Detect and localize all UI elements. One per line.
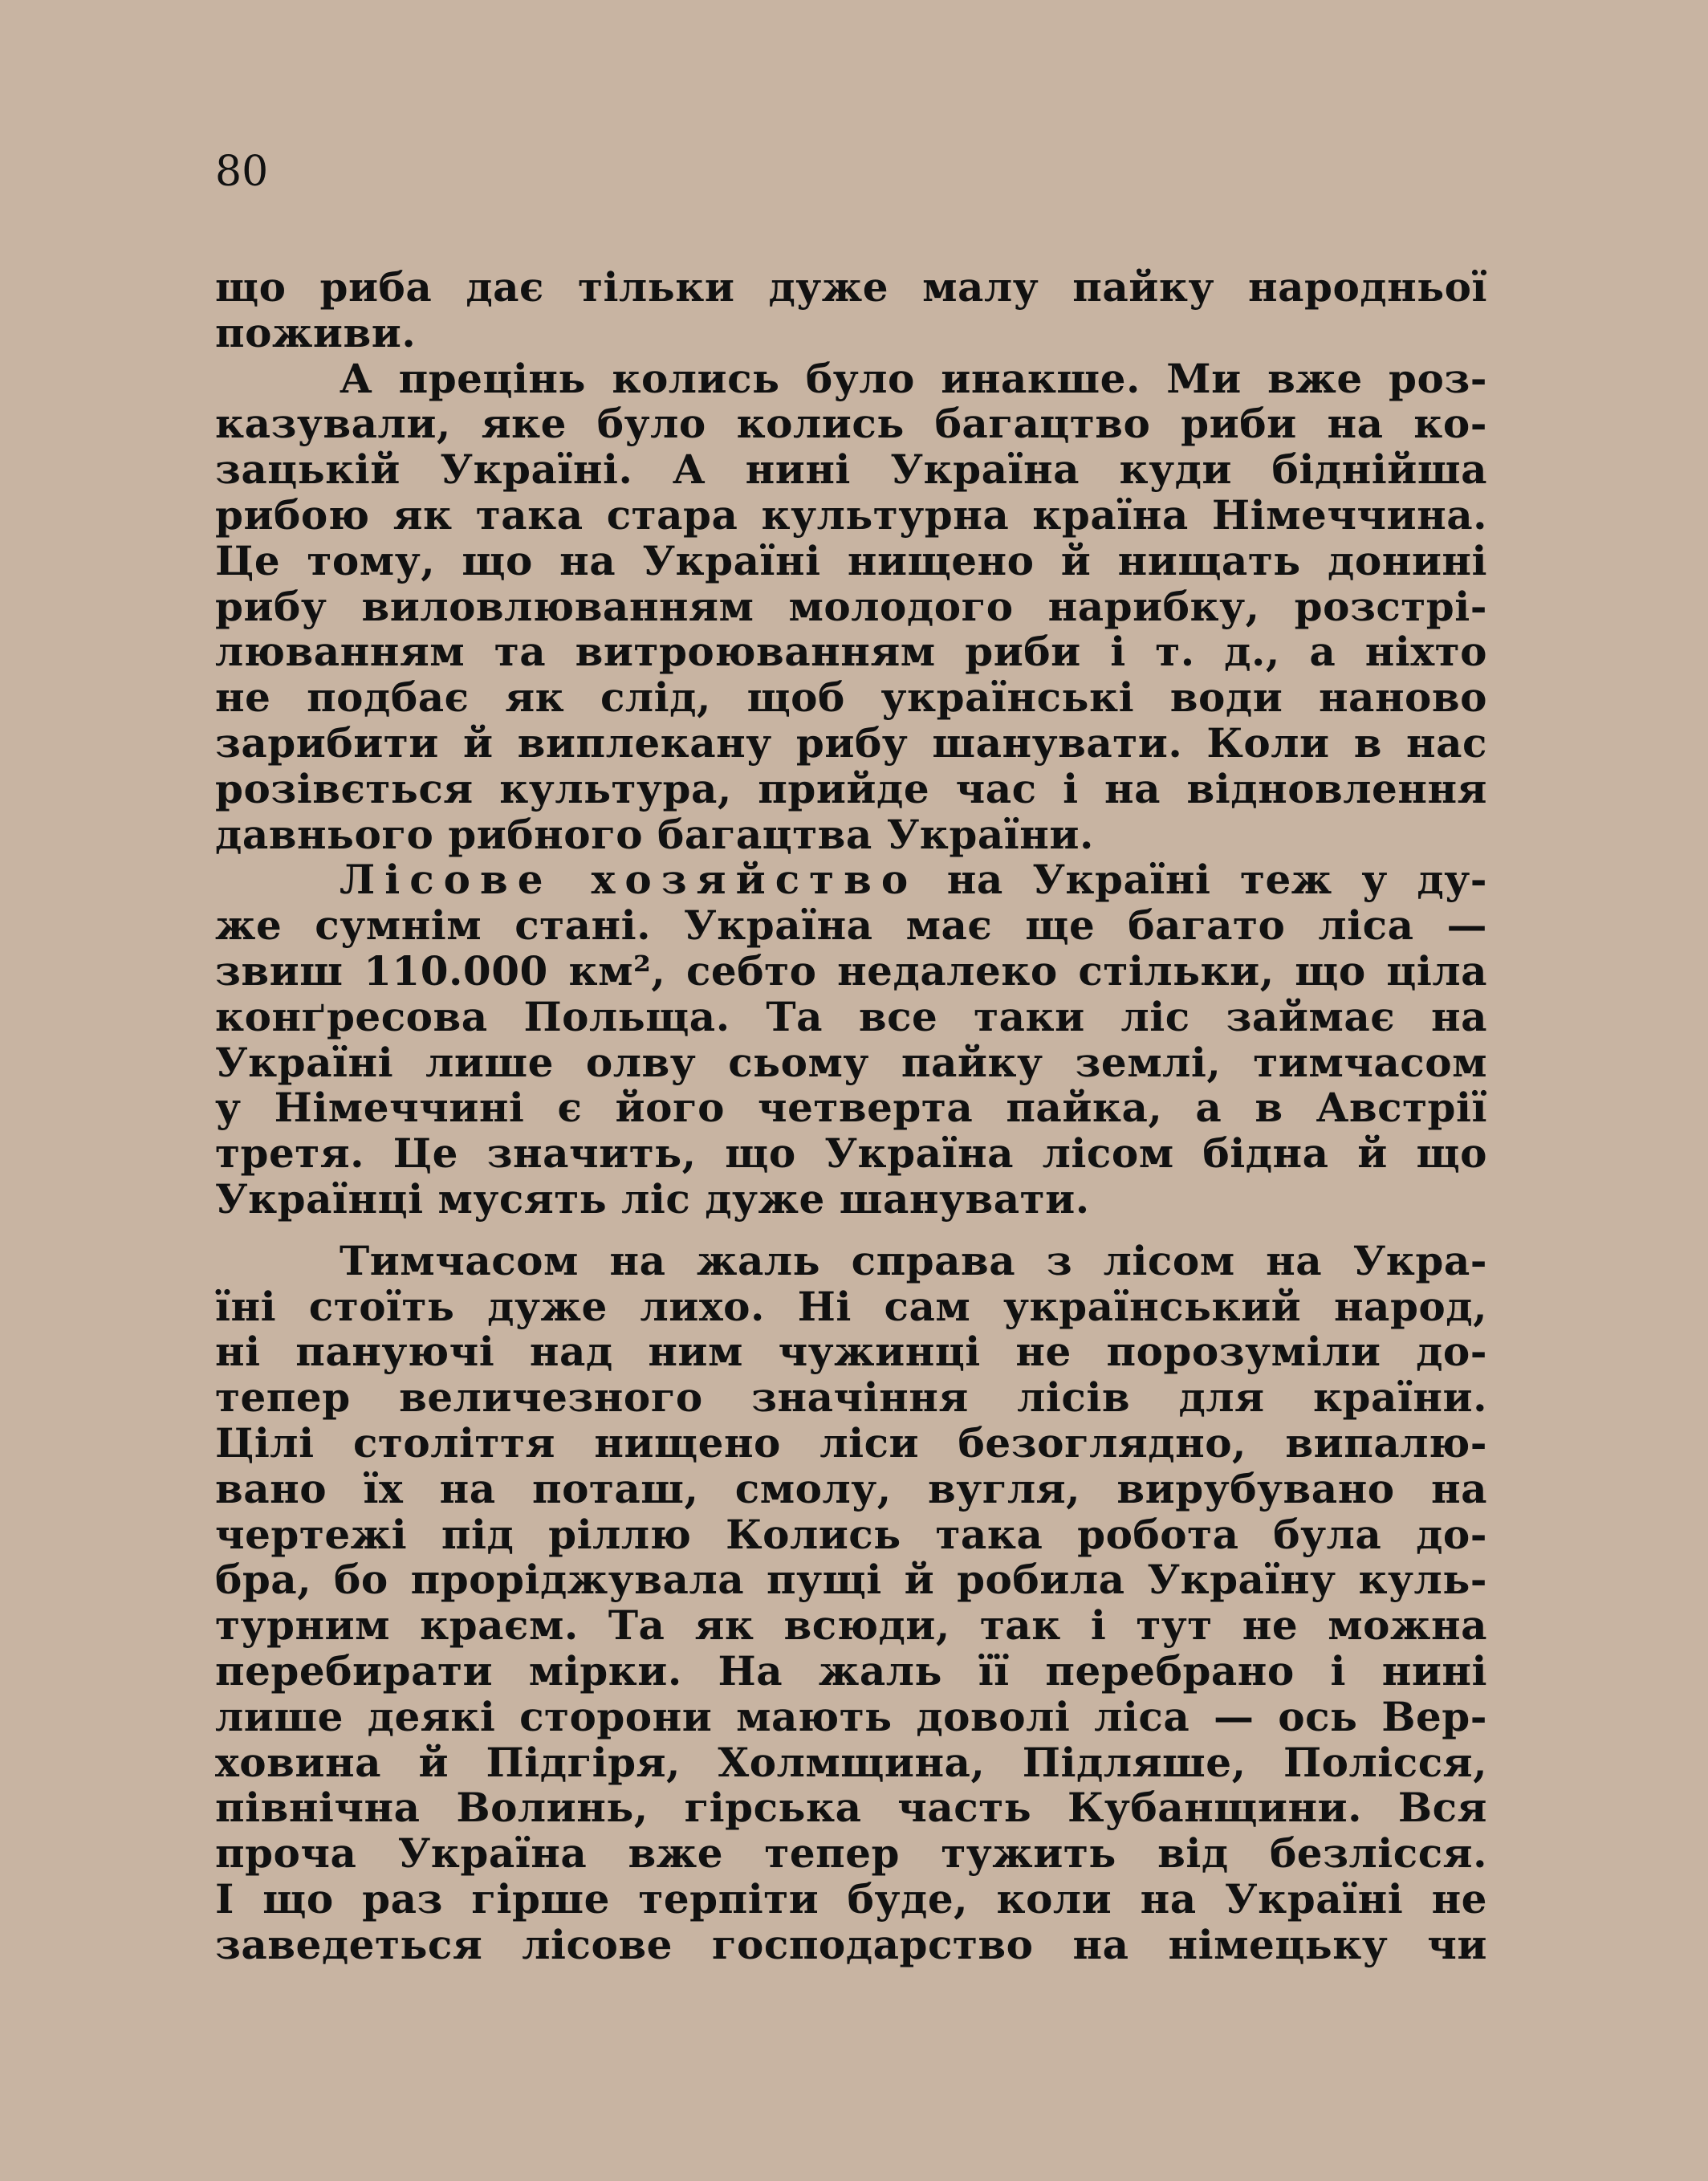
text-line: розівється культура, прийде час і на відновлення [215,764,1487,812]
text-line: конґресова Польща. Та все таки ліс займає на [215,992,1487,1040]
text-line: же сумнім стані. Україна має ще багато ліса — [215,901,1487,950]
section-lead-phrase: Лісове хозяйство [340,856,918,904]
text-line: вано їх на поташ, смолу, вугля, вирубувано на [215,1464,1487,1512]
text-line: заведеться лісове господарство на німецьку чи [215,1920,1487,1968]
paragraph-gap [215,1223,1487,1239]
text-line: Тимчасом на жаль справа з лісом на Укра- [340,1236,1487,1284]
text-line: ні пануючі над ним чужинці не порозуміли до- [215,1328,1487,1376]
text-line: зарибити й виплекану рибу шанувати. Коли в нас [215,718,1487,767]
text-line: бра, бо проріджувала пущі й робила Україну куль- [215,1556,1487,1604]
page-body-text [215,265,1487,1967]
text-line: А прецінь колись було инакше. Ми вже роз- [340,354,1487,402]
text-line: казували, яке було колись багацтво риби на ко- [215,400,1487,448]
text-line: звиш 110.000 км², себто недалеко стільки, що ціла [215,946,1487,995]
text-line: третя. Це значить, що Україна лісом бідна й що [215,1129,1487,1178]
text-line: ховина й Підгіря, Холмщина, Підляше, Полісся, [215,1738,1487,1786]
text-line: Цілі століття нищено ліси безоглядно, випалю- [215,1418,1487,1467]
text-line-with-lead [215,857,1487,903]
text-line: перебирати мірки. На жаль її перебрано і нині [215,1646,1487,1695]
text-line: зацькій Україні. А нині Україна куди біднійша [215,446,1487,494]
text-line: люванням та витроюванням риби і т. д., а ніхто [215,628,1487,676]
text-line: лише деякі сторони мають доволі ліса — ось Вер- [215,1692,1487,1740]
text-line: не подбає як слід, щоб українські води наново [215,673,1487,722]
text-line: І що раз гірше терпіти буде, коли на Україні не [215,1874,1487,1923]
text-line: що риба дає тільки дуже малу пайку народньої [215,263,1487,311]
text-line: Українці мусять ліс дуже шанувати. [215,1174,1090,1223]
page-number: 80 [215,148,269,196]
text-line: у Німеччині є його четверта пайка, а в Австрії [215,1084,1487,1132]
text-line: поживи. [215,308,417,356]
text-line: Це тому, що на Україні нищено й нищать донині [215,536,1487,584]
text-line: рибою як така стара культурна країна Німеччина. [215,490,1487,539]
text-line: турним краєм. Та як всюди, так і тут не можна [215,1601,1487,1650]
text-fragment: на Україні теж у ду- [946,856,1487,904]
text-line: рибу виловлюванням молодого нарибку, розстрі- [215,582,1487,630]
text-line: північна Волинь, гірська часть Кубанщини. Вся [215,1784,1487,1832]
text-line: чертежі під ріллю Колись така робота була до- [215,1510,1487,1558]
text-line: Україні лише олву сьому пайку землі, тимчасом [215,1038,1487,1086]
text-line: їні стоїть дуже лихо. Ні сам український народ, [215,1282,1487,1330]
text-line: давнього рибного багацтва України. [215,810,1094,858]
text-line: тепер величезного значіння лісів для країни. [215,1373,1487,1422]
text-line: проча Україна вже тепер тужить від безлісся. [215,1829,1487,1878]
